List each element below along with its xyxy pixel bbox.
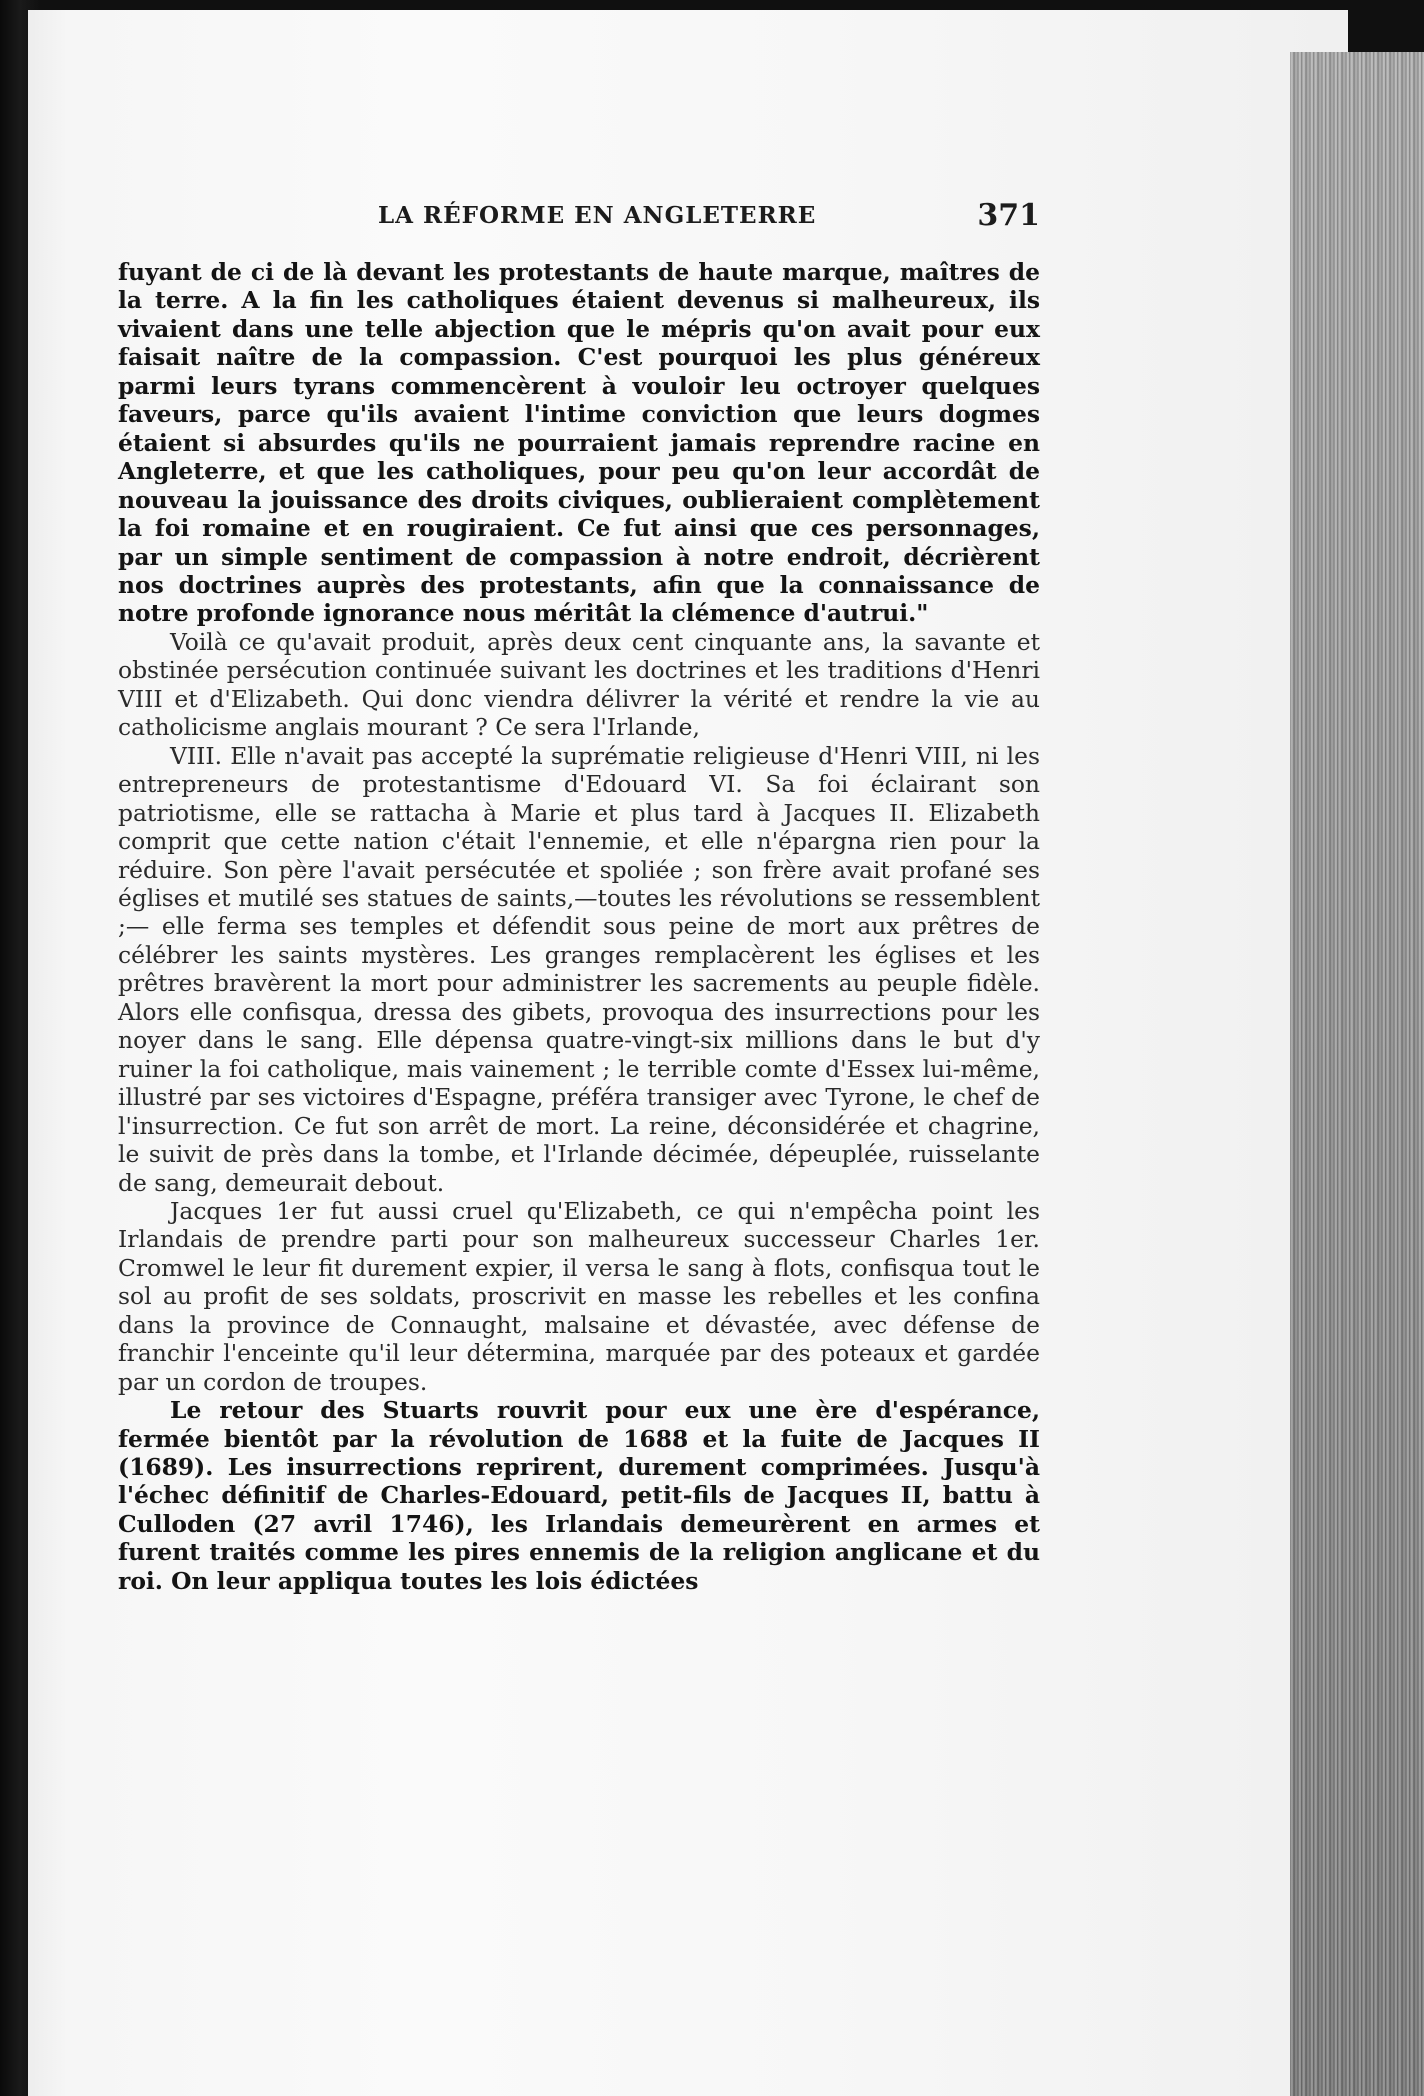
running-header	[118, 198, 1040, 242]
paragraph-5: Le retour des Stuarts rouvrit pour eux une ère d'espérance, fermée bientôt par la révolution de 1688 et la fuite de Jacques II (1689). Les insurrections reprirent, durement comprimées. Jusqu'à l'échec définitif de Charles-Edouard, petit-fils de Jacques II, battu à Culloden (27 avril 1746), les Irlandais demeurèrent en armes et furent traités comme les pires ennemis de la religion anglicane et du roi. On leur appliqua toutes les lois édictées	[118, 1396, 1040, 1595]
body-text	[118, 258, 1040, 1595]
paragraph-4: Jacques 1er fut aussi cruel qu'Elizabeth, ce qui n'empêcha point les Irlandais de prendre parti pour son malheureux successeur Charles 1er. Cromwel le leur fit durement expier, il versa le sang à flots, confisqua tout le sol au profit de ses soldats, proscrivit en masse les rebelles et les confina dans la province de Connaught, malsaine et dévastée, avec défense de franchir l'enceinte qu'il leur détermina, marquée par des poteaux et gardée par un cordon de troupes.	[118, 1196, 1040, 1396]
paragraph-3: VIII. Elle n'avait pas accepté la suprématie religieuse d'Henri VIII, ni les entrepreneurs de protestantisme d'Edouard VI. Sa foi éclairant son patriotisme, elle se rattacha à Marie et plus tard à Jacques II. Elizabeth comprit que cette nation c'était l'ennemie, et elle n'épargna rien pour la réduire. Son père l'avait persécutée et spoliée ; son frère avait profané ses églises et mutilé ses statues de saints,—toutes les révolutions se ressemblent ;— elle ferma ses temples et défendit sous peine de mort aux prêtres de célébrer les saints mystères. Les granges remplacèrent les églises et les prêtres bravèrent la mort pour administrer les sacrements au peuple fidèle. Alors elle confisqua, dressa des gibets, provoqua des insurrections pour les noyer dans le sang. Elle dépensa quatre-vingt-six millions dans le but d'y ruiner la foi catholique, mais vainement ; le terrible comte d'Essex lui-même, illustré par ses victoires d'Espagne, préféra transiger avec Tyrone, le chef de l'insurrection. Ce fut son arrêt de mort. La reine, déconsidérée et chagrine, le suivit de près dans la tombe, et l'Irlande décimée, dépeuplée, ruisselante de sang, demeurait debout.	[118, 741, 1040, 1197]
page-number: 371	[977, 198, 1040, 233]
running-title: LA RÉFORME EN ANGLETERRE	[378, 202, 817, 229]
paragraph-1: fuyant de ci de là devant les protestants de haute marque, maîtres de la terre. A la fin les catholiques étaient devenus si malheureux, ils vivaient dans une telle abjection que le mépris qu'on avait pour eux faisait naître de la compassion. C'est pourquoi les plus généreux parmi leurs tyrans commencèrent à vouloir leu octroyer quelques faveurs, parce qu'ils avaient l'intime conviction que leurs dogmes étaient si absurdes qu'ils ne pourraient jamais reprendre racine en Angleterre, et que les catholiques, pour peu qu'on leur accordât de nouveau la jouissance des droits civiques, oublieraient complètement la foi romaine et en rougiraient. Ce fut ainsi que ces personnages, par un simple sentiment de compassion à notre endroit, décrièrent nos doctrines auprès des protestants, afin que la connaissance de notre profonde ignorance nous méritât la clémence d'autrui."	[118, 258, 1040, 628]
paragraph-2: Voilà ce qu'avait produit, après deux cent cinquante ans, la savante et obstinée persécution continuée suivant les doctrines et les traditions d'Henri VIII et d'Elizabeth. Qui donc viendra délivrer la vérité et rendre la vie au catholicisme anglais mourant ? Ce sera l'Irlande,	[118, 627, 1040, 742]
book-page-edges	[1290, 52, 1424, 2096]
